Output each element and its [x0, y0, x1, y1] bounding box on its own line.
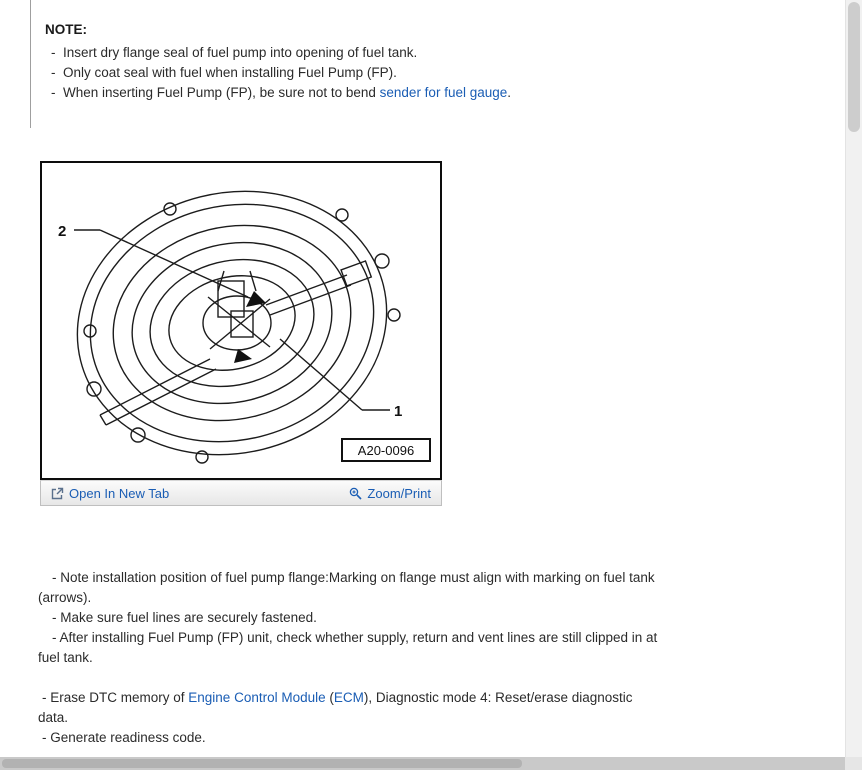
fuel-pump-diagram-drawing — [42, 163, 440, 478]
note-heading: NOTE: — [45, 22, 87, 37]
zoom-print-link[interactable] — [349, 486, 431, 501]
scrollbar-corner — [845, 757, 862, 770]
open-in-new-tab-label: Open In New Tab — [69, 485, 170, 501]
step-flange-marking: - Note installation position of fuel pump flange:Marking on flange must align with marking on fuel tank (arrows). — [38, 570, 655, 605]
final-steps — [38, 688, 658, 748]
open-in-new-tab-link[interactable] — [51, 486, 169, 501]
note-item: - Insert dry flange seal of fuel pump into opening of fuel tank. — [51, 45, 418, 60]
pane-divider — [30, 0, 31, 128]
step-erase-dtc: - Erase DTC memory of Engine Control Module (ECM), Diagnostic mode 4: Reset/erase diagnostic data. — [38, 690, 633, 725]
step-readiness-code: - Generate readiness code. — [42, 730, 206, 745]
ecm-link[interactable]: ECM — [333, 690, 364, 705]
note-block — [45, 20, 765, 103]
figure-toolbar — [40, 480, 442, 506]
horizontal-scrollbar-thumb[interactable] — [2, 759, 522, 768]
callout-2-label: 2 — [58, 223, 67, 240]
figure — [40, 161, 442, 506]
figure-id-label: A20-0096 — [357, 443, 415, 458]
installation-steps — [38, 568, 673, 668]
vertical-scrollbar[interactable] — [845, 0, 862, 757]
fuel-pump-diagram[interactable] — [40, 161, 442, 480]
zoom-print-icon — [349, 487, 362, 500]
step-fuel-lines: - Make sure fuel lines are securely fastened. — [52, 610, 317, 625]
step-check-lines: - After installing Fuel Pump (FP) unit, check whether supply, return and vent lines are still clipped in at fuel tank. — [38, 630, 658, 665]
note-item: - Only coat seal with fuel when installing Fuel Pump (FP). — [51, 65, 397, 80]
horizontal-scrollbar[interactable] — [0, 757, 845, 770]
open-in-new-tab-icon — [51, 487, 64, 500]
vertical-scrollbar-thumb[interactable] — [848, 2, 860, 132]
note-item: - When inserting Fuel Pump (FP), be sure not to bend sender for fuel gauge. — [51, 85, 512, 100]
callout-1-label: 1 — [394, 403, 403, 420]
zoom-print-label: Zoom/Print — [367, 485, 431, 501]
sender-for-fuel-gauge-link[interactable]: sender for fuel gauge — [379, 85, 508, 100]
engine-control-module-link[interactable]: Engine Control Module — [188, 690, 326, 705]
